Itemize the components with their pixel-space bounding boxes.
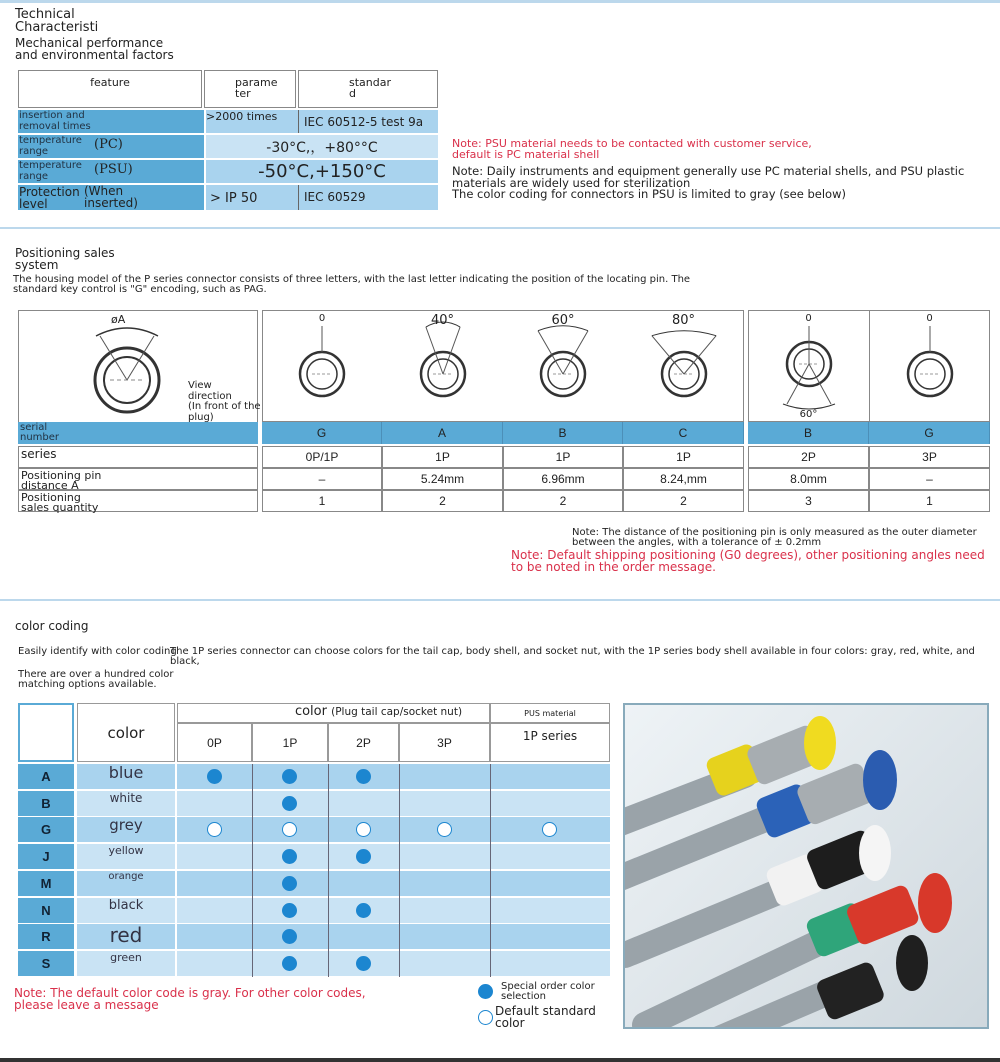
default-color-dot-icon: [437, 822, 452, 837]
positioning-distance: 8.0mm: [748, 468, 869, 490]
color-name: grey: [77, 817, 175, 842]
series-col-header: 1P: [252, 723, 328, 762]
positioning-quantity: 1: [262, 490, 382, 512]
connector-reference-diagram: [80, 312, 190, 422]
feature-qualifier: (PC): [94, 137, 123, 152]
tech-header-1: parame ter: [204, 70, 296, 108]
positioning-series: 3P: [869, 446, 990, 468]
feature-label: temperature range: [19, 135, 82, 157]
color-name: white: [77, 791, 175, 816]
positioning-note-red: Note: Default shipping positioning (G0 degrees), other positioning angles need to be noted in the order message.: [511, 548, 985, 574]
color-code: N: [18, 898, 74, 923]
series-col-header: 1P series: [490, 723, 610, 762]
angle-label: 0: [805, 313, 812, 324]
column-divider: [252, 764, 253, 977]
positioning-series: 1P: [503, 446, 623, 468]
serial-code: G: [869, 422, 990, 444]
positioning-series: 2P: [748, 446, 869, 468]
color-group-header: color (Plug tail cap/socket nut): [177, 703, 490, 723]
angle-label-bottom: 60°: [799, 409, 818, 420]
angle-label: 80°: [671, 313, 696, 328]
special-order-dot-icon: [282, 849, 297, 864]
tech-row-feature: [18, 185, 204, 210]
diameter-label: øA: [111, 313, 126, 326]
angle-label: 0: [926, 313, 933, 324]
corner-cell: [18, 703, 74, 762]
special-order-dot-icon: [282, 769, 297, 784]
tech-title: Technical Characteristi: [15, 7, 99, 35]
color-row-bg: [177, 924, 610, 949]
positioning-distance: –: [869, 468, 990, 490]
positioning-quantity: 2: [382, 490, 503, 512]
positioning-row-label: Positioning pin distance A: [18, 468, 258, 490]
positioning-distance: 6.96mm: [503, 468, 623, 490]
positioning-quantity: 2: [623, 490, 744, 512]
feature-qualifier: (PSU): [94, 162, 133, 177]
color-code: A: [18, 764, 74, 789]
color-coding-title: color coding: [15, 619, 89, 633]
divider: [748, 310, 749, 422]
connectors-image: [625, 705, 989, 1029]
special-order-dot-icon: [356, 769, 371, 784]
positioning-distance: 5.24mm: [382, 468, 503, 490]
color-row-bg: [177, 898, 610, 923]
positioning-note: Note: The distance of the positioning pin is only measured as the outer diameter between the angles, with a tolerance of ± 0.2mm: [572, 527, 977, 548]
color-code: G: [18, 817, 74, 842]
default-color-dot-icon: [207, 822, 222, 837]
tech-header-2: standar d: [298, 70, 438, 108]
positioning-title: Positioning sales system: [15, 246, 115, 272]
feature-qualifier: (When inserted): [84, 184, 138, 210]
pin-position-diagram: [890, 312, 970, 420]
color-row-bg: [177, 844, 610, 869]
connector-photo: [623, 703, 989, 1029]
color-code: R: [18, 924, 74, 949]
tech-header-0: feature: [18, 70, 202, 108]
color-code: B: [18, 791, 74, 816]
color-row-bg: [177, 871, 610, 896]
positioning-distance: –: [262, 468, 382, 490]
default-color-dot-icon: [356, 822, 371, 837]
color-row-bg: [177, 764, 610, 789]
special-order-dot-icon: [282, 903, 297, 918]
serial-code: A: [382, 422, 503, 444]
serial-code: C: [623, 422, 744, 444]
pin-position-diagram: [769, 312, 849, 420]
color-intro-extra: There are over a hundred color matching options available.: [18, 669, 174, 690]
tech-row-feature: [18, 110, 204, 133]
positioning-series: 1P: [382, 446, 503, 468]
column-divider: [328, 764, 329, 977]
serial-code: B: [503, 422, 623, 444]
color-name: yellow: [77, 844, 175, 869]
column-divider: [490, 764, 491, 977]
special-order-dot-icon: [207, 769, 222, 784]
tech-standard: IEC 60512-5 test 9a: [298, 110, 438, 133]
color-intro-right: The 1P series connector can choose colors for the tail cap, body shell, and socket nut, with the 1P series body shell available in four colors: gray, red, white, and black,: [170, 646, 975, 667]
color-code: M: [18, 871, 74, 896]
positioning-quantity: 3: [748, 490, 869, 512]
color-note-red: Note: The default color code is gray. For other color codes, please leave a message: [14, 986, 366, 1012]
tech-param: >2000 times: [206, 110, 298, 133]
positioning-series: 0P/1P: [262, 446, 382, 468]
feature-label: temperature range: [19, 160, 82, 182]
tech-row-feature: [18, 135, 204, 158]
column-divider: [399, 764, 400, 977]
special-order-dot-icon: [356, 849, 371, 864]
serial-code: B: [748, 422, 869, 444]
pin-position-diagram: [282, 312, 362, 420]
tech-note-red: Note: PSU material needs to be contacted with customer service, default is PC material shell: [452, 137, 812, 161]
angle-label: 60°: [551, 313, 575, 328]
hollow-dot-icon: [478, 1010, 493, 1025]
series-col-header: 2P: [328, 723, 399, 762]
positioning-quantity: 1: [869, 490, 990, 512]
positioning-series: 1P: [623, 446, 744, 468]
legend-default: Default standard color: [478, 1005, 596, 1031]
color-name: blue: [77, 764, 175, 789]
pin-position-diagram: [403, 312, 483, 420]
color-row-bg: [177, 791, 610, 816]
filled-dot-icon: [478, 984, 493, 999]
serial-number-label: serial number: [18, 422, 258, 444]
pus-material-header: PUS material: [490, 703, 610, 723]
series-col-header: 3P: [399, 723, 490, 762]
view-direction-label: View direction (In front of the plug): [188, 380, 261, 423]
color-header: color: [77, 703, 175, 762]
color-name: green: [77, 951, 175, 976]
color-code: S: [18, 951, 74, 976]
special-order-dot-icon: [282, 796, 297, 811]
divider: [869, 310, 870, 422]
positioning-distance: 8.24,mm: [623, 468, 744, 490]
tech-row-feature: [18, 160, 204, 183]
color-name: orange: [77, 871, 175, 896]
special-order-dot-icon: [282, 956, 297, 971]
positioning-row-label: series: [18, 446, 258, 468]
angle-label: 0: [318, 313, 326, 324]
pin-position-diagram: [523, 312, 603, 420]
special-order-dot-icon: [356, 903, 371, 918]
feature-label: insertion and removal times: [19, 110, 91, 132]
positioning-quantity: 2: [503, 490, 623, 512]
color-name: black: [77, 898, 175, 923]
serial-code: G: [262, 422, 382, 444]
series-col-header: 0P: [177, 723, 252, 762]
color-row-bg: [177, 951, 610, 976]
tech-standard: IEC 60529: [298, 185, 438, 210]
tech-subtitle: Mechanical performance and environmental factors: [15, 36, 174, 62]
tech-param: -50°C,+150°C: [206, 160, 438, 183]
color-intro-left: Easily identify with color coding: [18, 646, 177, 657]
legend-special: Special order color selection: [478, 982, 595, 1003]
positioning-row-label: Positioning sales quantity: [18, 490, 258, 512]
angle-label: 40°: [430, 313, 455, 328]
special-order-dot-icon: [282, 876, 297, 891]
color-code: J: [18, 844, 74, 869]
pin-position-diagram: [644, 312, 724, 420]
feature-label: Protection level: [19, 185, 80, 211]
color-name: red: [77, 924, 175, 949]
tech-note: Note: Daily instruments and equipment generally use PC material shells, and PSU plastic materials are widely used for sterilization The color coding for connectors in PSU is limited to gray (see below): [452, 164, 965, 201]
positioning-description: The housing model of the P series connector consists of three letters, with the last letter indicating the position of the locating pin. The standard key control is "G" encoding, such as PAG.: [13, 274, 691, 295]
tech-param: > IP 50: [206, 185, 298, 210]
tech-param: -30°C,，+80°°C: [206, 135, 438, 158]
special-order-dot-icon: [356, 956, 371, 971]
